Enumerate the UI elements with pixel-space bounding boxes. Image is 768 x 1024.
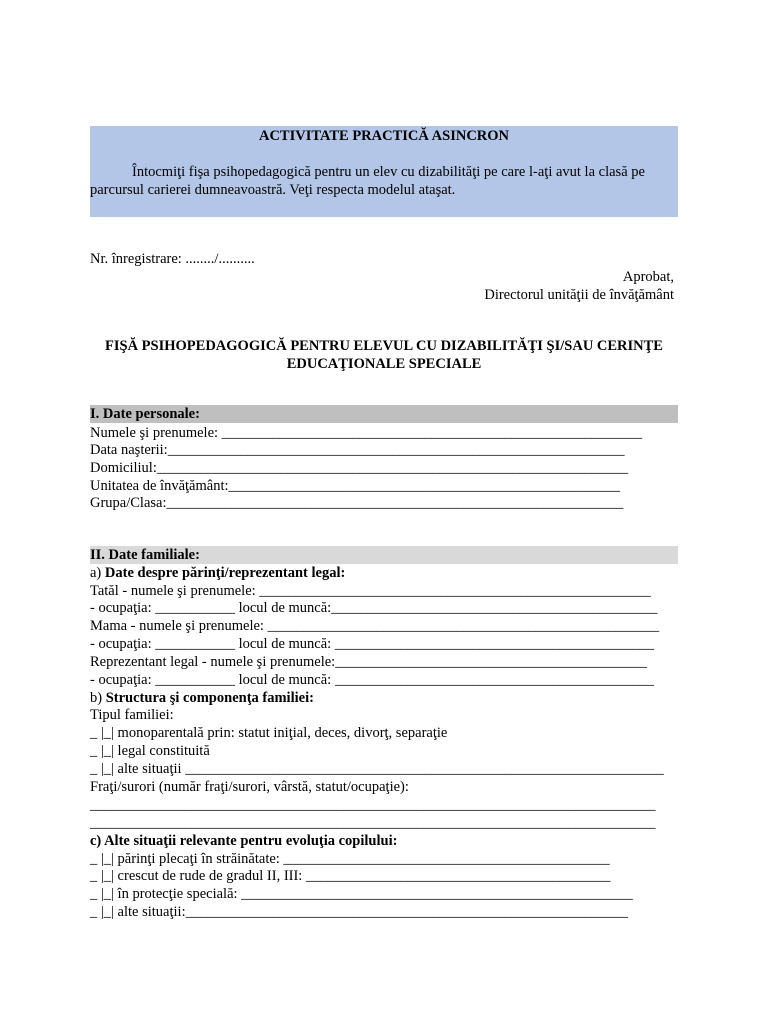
field-class: Grupa/Clasa:_______________________________________________________________: [90, 495, 624, 511]
field-name: Numele şi prenumele: __________________________________________________________: [90, 425, 643, 441]
approval-label: Aprobat,: [622, 269, 674, 285]
field-birth-date: Data naşterii:_______________________________________________________________: [90, 442, 625, 458]
document-title-line-2: EDUCAŢIONALE SPECIALE: [286, 356, 482, 372]
siblings-label: Fraţi/surori (număr fraţi/surori, vârstă, statut/ocupaţie):: [90, 779, 409, 795]
approval-director: Directorul unităţii de învăţământ: [484, 287, 674, 303]
subsection-a-title: Date despre părinţi/reprezentant legal:: [104, 565, 346, 581]
field-mother-name: Mama - numele şi prenumele: ______________________________________________________: [90, 618, 660, 634]
section-2-heading: II. Date familiale:: [90, 547, 200, 563]
field-father-name: Tatăl - numele şi prenumele: ______________________________________________________: [90, 583, 651, 599]
subsection-a-heading: [90, 564, 345, 582]
document-title-line-1: FIŞĂ PSIHOPEDAGOGICĂ PENTRU ELEVUL CU DIZABILITĂŢI ŞI/SAU CERINŢE: [105, 338, 663, 354]
subsection-b-heading: [90, 689, 314, 707]
situation-other: _ |_| alte situaţii:_____________________________________________________________: [90, 904, 628, 920]
situation-parents-abroad: _ |_| părinţi plecaţi în străinătate: _____________________________________________: [90, 851, 610, 867]
field-father-job: - ocupaţia: ___________ locul de muncă:_____________________________________________: [90, 600, 658, 616]
field-guardian-name: Reprezentant legal - numele şi prenumele:___________________________________________: [90, 654, 647, 670]
subsection-b-title: Structura şi componenţa familiei:: [105, 690, 314, 706]
field-address: Domiciliul:_________________________________________________________________: [90, 460, 629, 476]
field-guardian-job: - ocupaţia: ___________ locul de muncă: ____________________________________________: [90, 672, 654, 688]
task-text-line-1: Întocmiţi fişa psihopedagogică pentru un elev cu dizabilităţi pe care l-aţi avut la clasă pe: [132, 164, 645, 180]
family-type-legal: _ |_| legal constituită: [90, 743, 210, 759]
siblings-line-1: ______________________________________________________________________________: [90, 797, 656, 813]
field-mother-job: - ocupaţia: ___________ locul de muncă: ____________________________________________: [90, 636, 654, 652]
siblings-line-2: ______________________________________________________________________________: [90, 815, 656, 831]
family-type-single-parent: _ |_| monoparentală prin: statut iniţial, deces, divorţ, separaţie: [90, 725, 448, 741]
subsection-c-heading: c) Alte situaţii relevante pentru evoluţia copilului:: [90, 833, 398, 849]
subsection-b-prefix: b): [90, 690, 106, 706]
family-type-other: _ |_| alte situaţii __________________________________________________________________: [90, 761, 664, 777]
task-title: ACTIVITATE PRACTICĂ ASINCRON: [258, 128, 510, 144]
situation-raised-by-relatives: _ |_| crescut de rude de gradul II, III: __________________________________________: [90, 868, 611, 884]
task-text-line-2: parcursul carierei dumneavoastră. Veţi respecta modelul ataşat.: [90, 182, 456, 198]
situation-special-protection: _ |_| în protecţie specială: ______________________________________________________: [90, 886, 633, 902]
section-1-heading: I. Date personale:: [90, 406, 200, 422]
registration-number: Nr. înregistrare: ......../..........: [90, 251, 255, 267]
field-school: Unitatea de învăţământ:______________________________________________________: [90, 478, 621, 494]
family-type-label: Tipul familiei:: [90, 707, 174, 723]
subsection-a-prefix: a): [90, 565, 105, 581]
